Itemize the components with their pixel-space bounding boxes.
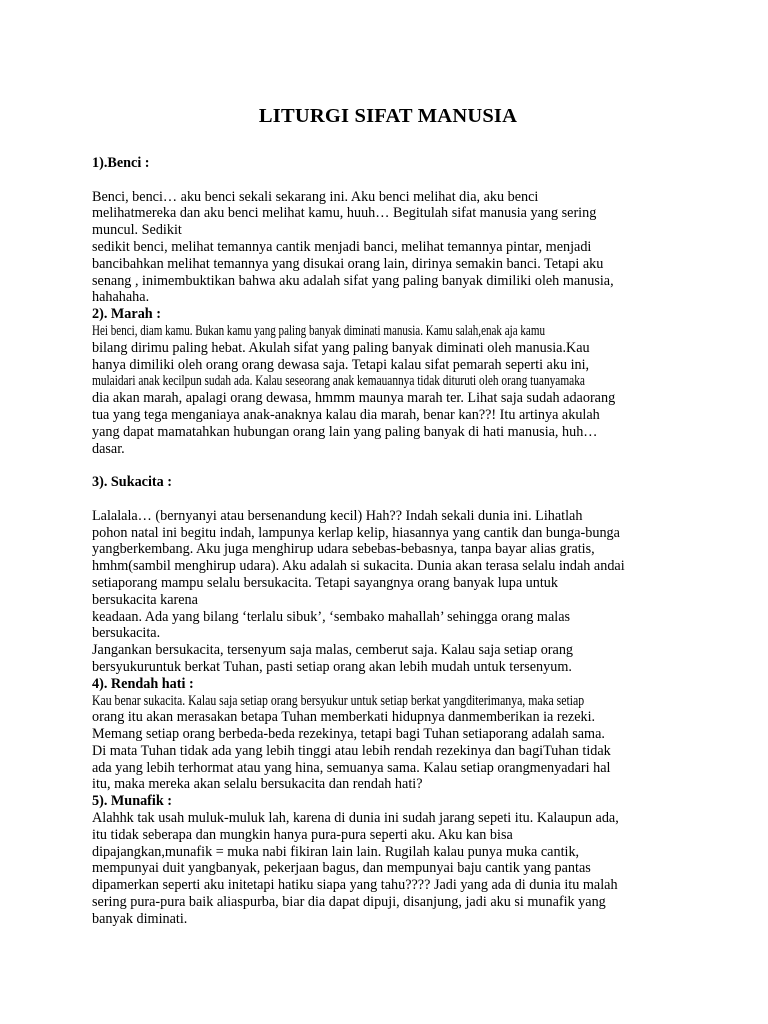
line-text: dasar. bbox=[92, 440, 125, 457]
line-text: bancibahkan melihat temannya yang disukai orang lain, dirinya semakin banci. Tetapi aku bbox=[92, 255, 604, 272]
line-text: bilang dirimu paling hebat. Akulah sifat yang paling banyak diminati oleh manusia.Kau bbox=[92, 339, 590, 356]
paragraph-line bbox=[92, 760, 684, 777]
line-text: pohon natal ini begitu indah, lampunya kerlap kelip, hiasannya yang cantik dan bunga-bunga bbox=[92, 524, 620, 541]
paragraph-line bbox=[92, 609, 684, 626]
line-text: Kau benar sukacita. Kalau saja setiap orang bersyukur untuk setiap berkat yangditerimanya, maka setiap bbox=[92, 692, 585, 709]
paragraph-line bbox=[92, 357, 684, 374]
paragraph-line bbox=[92, 776, 684, 793]
blank-line bbox=[92, 491, 684, 508]
section-heading: 2). Marah : bbox=[92, 306, 161, 323]
line-text: dipamerkan seperti aku initetapi hatiku siapa yang tahu???? Jadi yang ada di dunia itu malah bbox=[92, 877, 618, 894]
line-text: hahahaha. bbox=[92, 289, 150, 306]
paragraph-line bbox=[92, 693, 684, 710]
paragraph-line bbox=[92, 441, 684, 458]
paragraph-line bbox=[92, 407, 684, 424]
paragraph-line bbox=[92, 709, 684, 726]
section-heading: 3). Sukacita : bbox=[92, 474, 173, 491]
paragraph-line bbox=[92, 239, 684, 256]
line-text: banyak diminati. bbox=[92, 910, 188, 927]
paragraph-line bbox=[92, 810, 684, 827]
paragraph-line bbox=[92, 894, 684, 911]
line-text: senang , inimembuktikan bahwa aku adalah sifat yang paling banyak dimiliki oleh manusia, bbox=[92, 272, 614, 289]
paragraph-line bbox=[92, 340, 684, 357]
document-body bbox=[92, 155, 684, 928]
section-heading: 5). Munafik : bbox=[92, 793, 173, 810]
paragraph-line bbox=[92, 642, 684, 659]
line-text: Di mata Tuhan tidak ada yang lebih tinggi atau lebih rendah rezekinya dan bagiTuhan tidak bbox=[92, 742, 611, 759]
blank-line bbox=[92, 457, 684, 474]
paragraph-line bbox=[92, 625, 684, 642]
paragraph-line bbox=[92, 273, 684, 290]
line-text: dipajangkan,munafik = muka nabi fikiran lain lain. Rugilah kalau punya muka cantik, bbox=[92, 843, 580, 860]
line-text: dia akan marah, apalagi orang dewasa, hmmm maunya marah ter. Lihat saja sudah adaorang bbox=[92, 390, 616, 407]
section-heading: 1).Benci : bbox=[92, 155, 150, 171]
line-text: hmhm(sambil menghirup udara). Aku adalah si sukacita. Dunia akan terasa selalu indah andai bbox=[92, 558, 625, 575]
paragraph-line bbox=[92, 558, 684, 575]
section-heading: 4). Rendah hati : bbox=[92, 675, 194, 692]
paragraph-line bbox=[92, 860, 684, 877]
paragraph-line bbox=[92, 256, 684, 273]
line-text: mempunyai duit yangbanyak, pekerjaan bagus, dan mempunyai baju cantik yang pantas bbox=[92, 860, 591, 877]
paragraph-line bbox=[92, 726, 684, 743]
paragraph-line bbox=[92, 743, 684, 760]
line-text: Benci, benci… aku benci sekali sekarang ini. Aku benci melihat dia, aku benci bbox=[92, 188, 539, 205]
line-text: Lalalala… (bernyanyi atau bersenandung kecil) Hah?? Indah sekali dunia ini. Lihatlah bbox=[92, 507, 583, 524]
line-text: bersyukuruntuk berkat Tuhan, pasti setiap orang akan lebih mudah untuk tersenyum. bbox=[92, 658, 572, 675]
paragraph-line bbox=[92, 827, 684, 844]
line-text: mulaidari anak kecilpun sudah ada. Kalau seseorang anak kemauannya tidak dituruti oleh orang tuanyamaka bbox=[92, 373, 585, 390]
line-text: Memang setiap orang berbeda-beda rezekinya, tetapi bagi Tuhan setiaporang adalah sama. bbox=[92, 726, 605, 743]
line-text: yang dapat mamatahkan hubungan orang lain yang paling banyak di hati manusia, huh… bbox=[92, 423, 598, 440]
paragraph-line bbox=[92, 189, 684, 206]
line-text: sedikit benci, melihat temannya cantik menjadi banci, melihat temannya pintar, menjadi bbox=[92, 238, 592, 255]
paragraph-line bbox=[92, 424, 684, 441]
paragraph-line bbox=[92, 844, 684, 861]
paragraph-line bbox=[92, 575, 684, 592]
blank-line bbox=[92, 172, 684, 189]
paragraph-line bbox=[92, 659, 684, 676]
line-text: tua yang tega menganiaya anak-anaknya kalau dia marah, benar kan??! Itu artinya akulah bbox=[92, 406, 600, 423]
paragraph-line bbox=[92, 541, 684, 558]
line-text: ada yang lebih terhormat atau yang hina, semuanya sama. Kalau setiap orangmenyadari hal bbox=[92, 759, 611, 776]
paragraph-line bbox=[92, 323, 684, 340]
paragraph-line bbox=[92, 592, 684, 609]
line-text: Hei benci, diam kamu. Bukan kamu yang paling banyak diminati manusia. Kamu salah,enak aja kamu bbox=[92, 322, 545, 339]
paragraph-line bbox=[92, 289, 684, 306]
paragraph-line bbox=[92, 508, 684, 525]
line-text: itu tidak seberapa dan mungkin hanya pura-pura seperti aku. Aku kan bisa bbox=[92, 826, 513, 843]
line-text: itu, maka mereka akan selalu bersukacita dan rendah hati? bbox=[92, 776, 423, 793]
line-text: Jangankan bersukacita, tersenyum saja malas, cemberut saja. Kalau saja setiap orang bbox=[92, 642, 574, 659]
paragraph-line bbox=[92, 205, 684, 222]
paragraph-line bbox=[92, 222, 684, 239]
paragraph-line bbox=[92, 525, 684, 542]
line-text: muncul. Sedikit bbox=[92, 222, 182, 239]
paragraph-line bbox=[92, 877, 684, 894]
line-text: sering pura-pura baik aliaspurba, biar dia dapat dipuji, disanjung, jadi aku si munafik yang bbox=[92, 894, 606, 911]
line-text: bersukacita. bbox=[92, 625, 161, 642]
line-text: yangberkembang. Aku juga menghirup udara sebebas-bebasnya, tanpa bayar alias gratis, bbox=[92, 541, 595, 558]
line-text: hanya dimiliki oleh orang orang dewasa saja. Tetapi kalau sifat pemarah seperti aku ini, bbox=[92, 356, 590, 373]
line-text: orang itu akan merasakan betapa Tuhan memberkati hidupnya danmemberikan ia rezeki. bbox=[92, 709, 596, 726]
paragraph-line bbox=[92, 911, 684, 928]
paragraph-line bbox=[92, 390, 684, 407]
line-text: setiaporang mampu selalu bersukacita. Tetapi sayangnya orang banyak lupa untuk bbox=[92, 574, 558, 591]
line-text: Alahhk tak usah muluk-muluk lah, karena di dunia ini sudah jarang sepeti itu. Kalaupun ada, bbox=[92, 810, 619, 827]
document-page bbox=[92, 104, 684, 928]
document-title: LITURGI SIFAT MANUSIA bbox=[258, 105, 518, 127]
line-text: keadaan. Ada yang bilang ‘terlalu sibuk’, ‘sembako mahallah’ sehingga orang malas bbox=[92, 608, 571, 625]
paragraph-line bbox=[92, 373, 684, 390]
line-text: bersukacita karena bbox=[92, 591, 198, 608]
line-text: melihatmereka dan aku benci melihat kamu, huuh… Begitulah sifat manusia yang sering bbox=[92, 205, 597, 222]
